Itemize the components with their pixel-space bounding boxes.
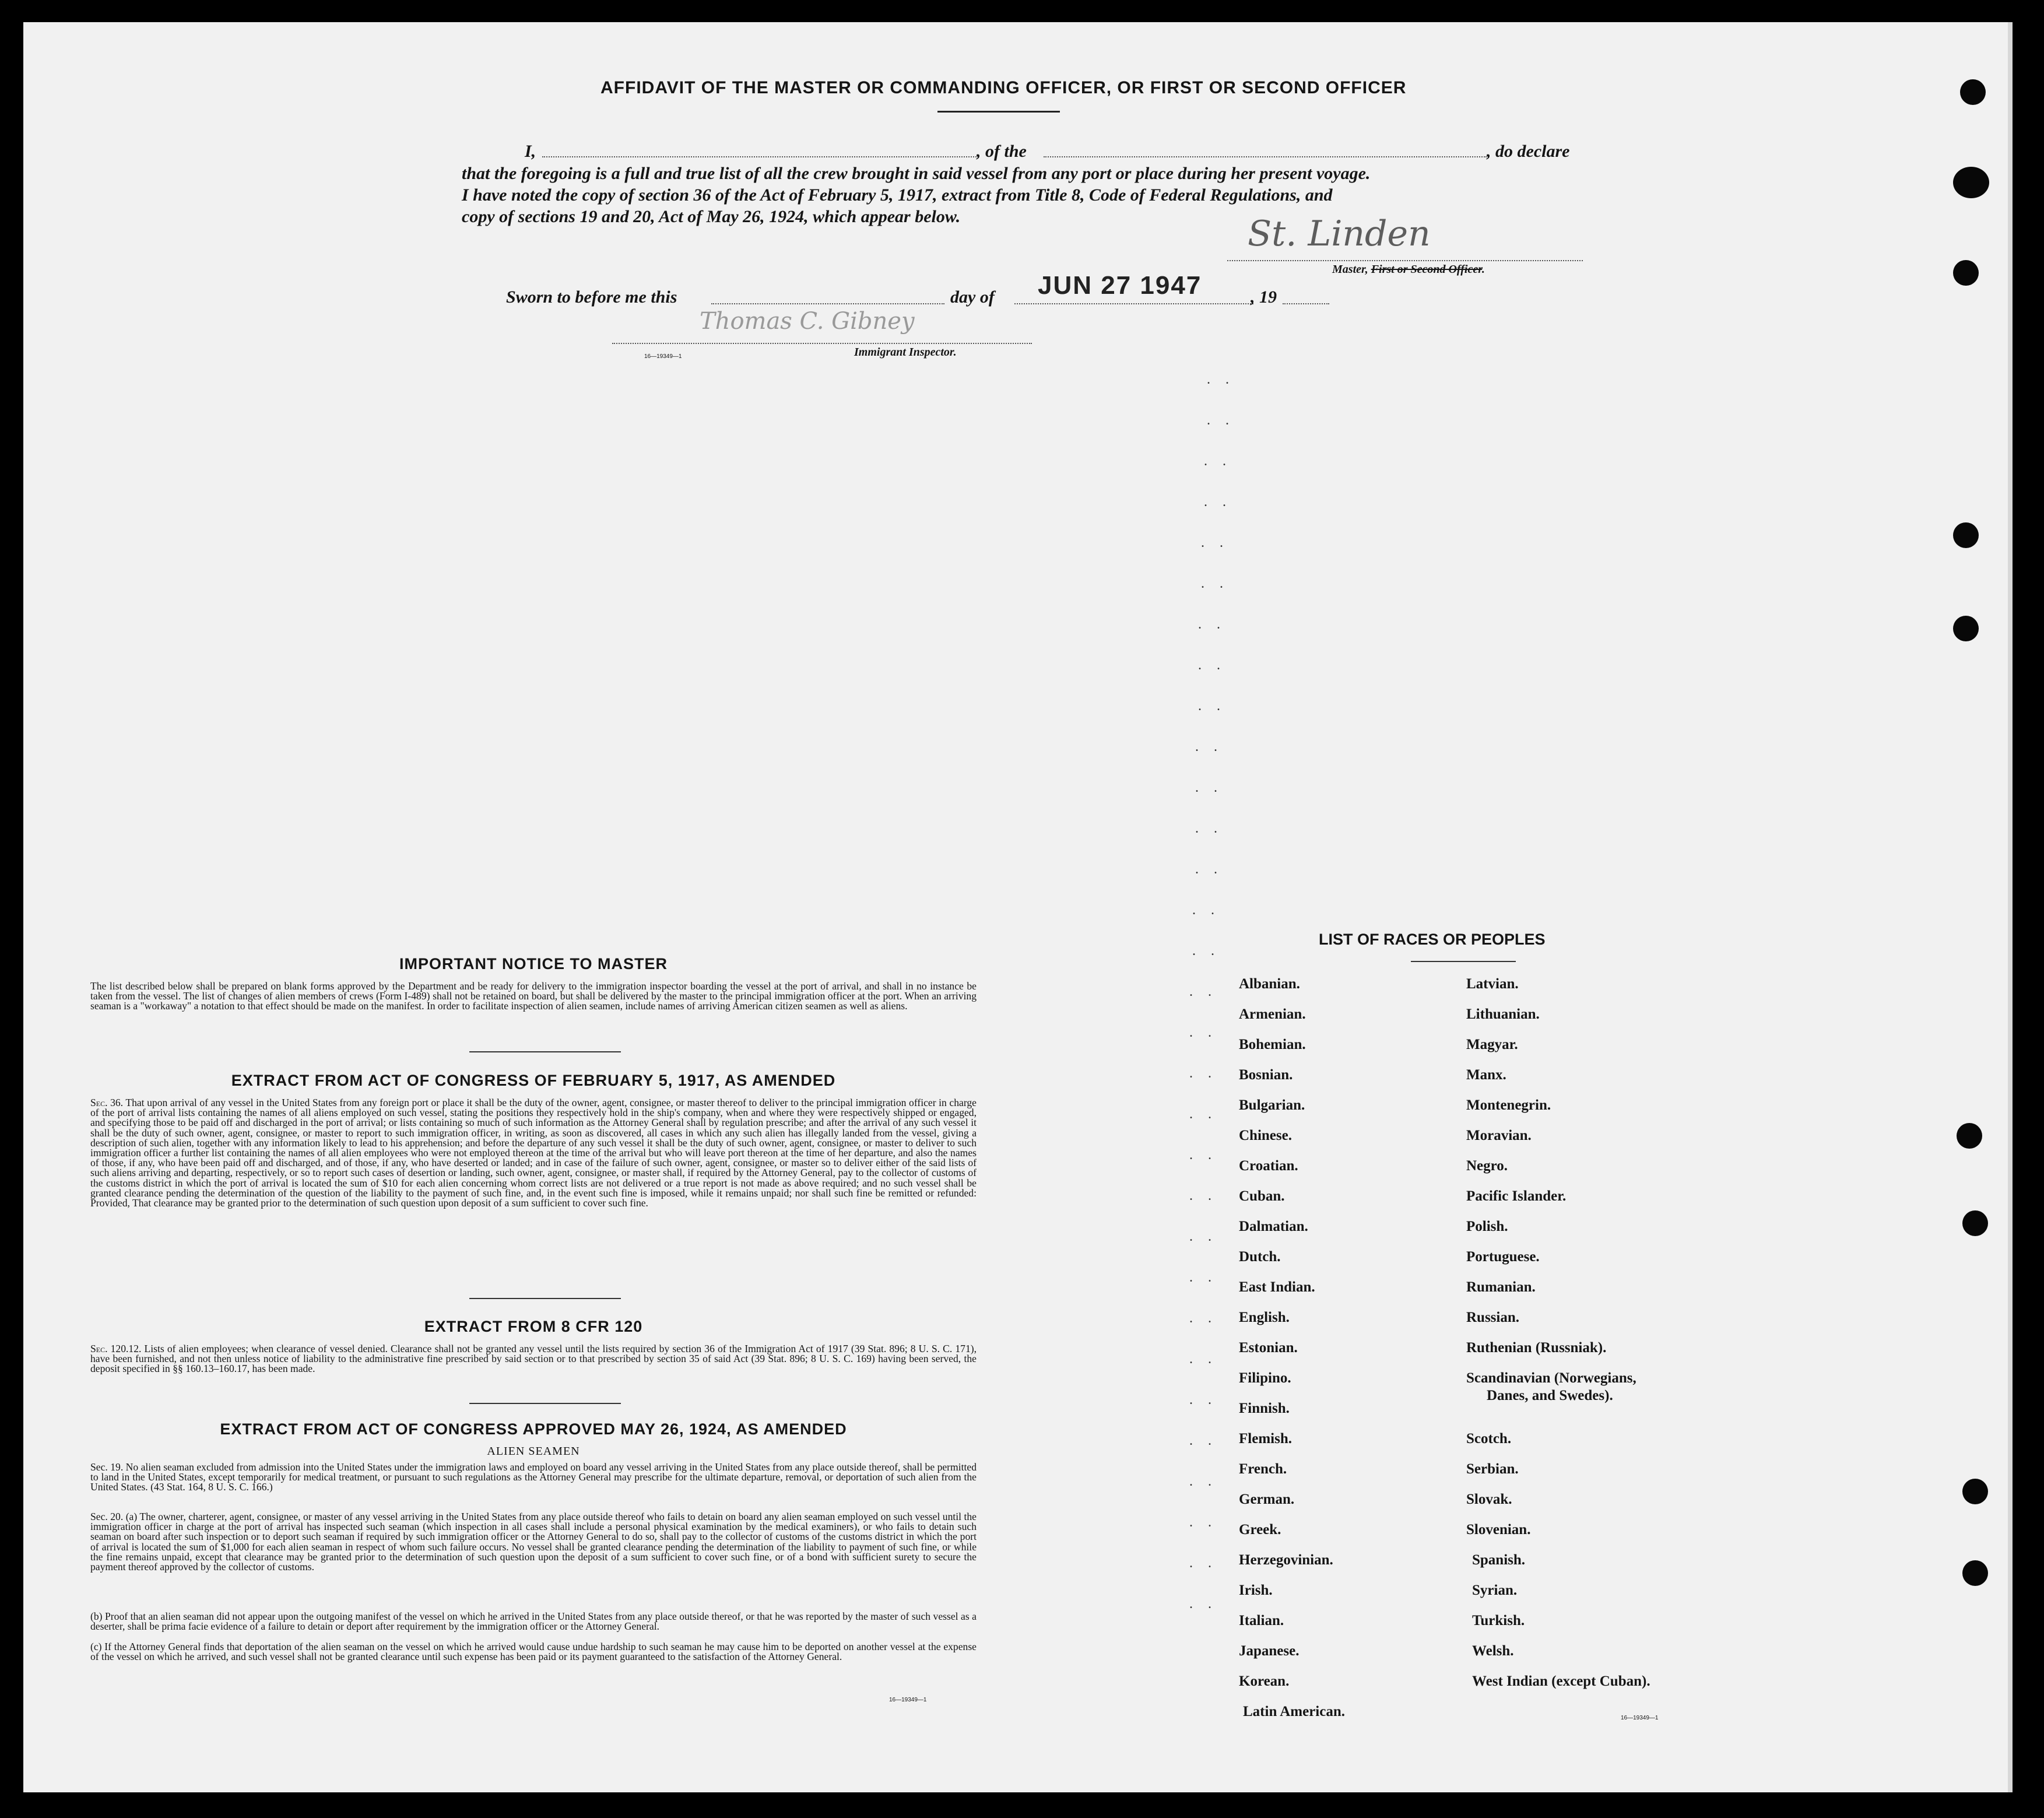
master-label-end: . <box>1481 263 1485 276</box>
master-label <box>1332 263 1485 276</box>
race-left-item: Dalmatian. <box>1239 1219 1308 1234</box>
struck-officer-text: First or Second Officer <box>1371 263 1482 276</box>
race-right-item: Rumanian. <box>1466 1279 1536 1295</box>
race-right-item: Welsh. <box>1472 1643 1514 1659</box>
tick-mark: . . <box>1189 1311 1217 1326</box>
tick-mark: . . <box>1189 1229 1217 1244</box>
race-right-item: Danes, and Swedes). <box>1487 1388 1613 1403</box>
punch-hole <box>1960 79 1986 105</box>
of-the-label: , of the <box>977 142 1027 161</box>
extract-1917-sec: Sec. 36. <box>90 1097 124 1108</box>
extract-8cfr-sec: Sec. 120.12. <box>90 1343 142 1354</box>
year-blank <box>1283 303 1329 304</box>
year-prefix: , 19 <box>1251 287 1277 307</box>
race-left-item: East Indian. <box>1239 1279 1315 1295</box>
race-right-item: Spanish. <box>1472 1552 1526 1568</box>
race-left-item: Japanese. <box>1239 1643 1300 1659</box>
race-left-item: Chinese. <box>1239 1128 1292 1143</box>
tick-mark: . . <box>1189 1188 1217 1203</box>
punch-hole <box>1962 1210 1988 1236</box>
name-blank <box>542 156 977 157</box>
tick-mark: . . <box>1189 1515 1217 1530</box>
form-number-bottom-left: 16—19349—1 <box>889 1697 927 1703</box>
tick-mark: . . <box>1189 1352 1217 1367</box>
date-stamp: JUN 27 1947 <box>1038 271 1202 300</box>
tick-mark: . . <box>1198 699 1226 714</box>
tick-mark: . . <box>1201 576 1229 591</box>
inspector-signature: Thomas C. Gibney <box>700 308 915 335</box>
tick-mark: . . <box>1189 1107 1217 1122</box>
extract-1924-title: EXTRACT FROM ACT OF CONGRESS APPROVED MAY 26, 1924, AS AMENDED <box>220 1420 847 1438</box>
race-left-item: Irish. <box>1239 1582 1273 1598</box>
tick-mark: . . <box>1189 1596 1217 1612</box>
race-right-item: Latvian. <box>1466 976 1519 992</box>
race-right-item: Scandinavian (Norwegians, <box>1466 1370 1636 1386</box>
punch-hole <box>1962 1479 1988 1504</box>
tick-mark: . . <box>1189 1147 1217 1163</box>
race-right-item: Slovak. <box>1466 1491 1512 1507</box>
tick-mark: . . <box>1204 494 1232 510</box>
race-left-item: Dutch. <box>1239 1249 1281 1265</box>
race-right-item: Pacific Islander. <box>1466 1188 1567 1204</box>
tick-mark: . . <box>1207 413 1235 428</box>
sworn-label: Sworn to before me this <box>506 287 677 307</box>
tick-mark: . . <box>1195 739 1223 754</box>
race-left-item: Bulgarian. <box>1239 1097 1305 1113</box>
sec-19-text: Sec. 19. No alien seaman excluded from admission into the United States under the immigration laws and employed on board any vessel arriving in the United States from any place outside thereof, shall be permitted to land in the United States, except temporarily for medical treatment, or pursuant to such regulations as the Attorney General may prescribe for the ultimate departure, removal, or deportation of such alien from the United States. (43 Stat. 164, 8 U. S. C. 166.) <box>90 1461 977 1493</box>
title-divider <box>937 111 1060 113</box>
punch-hole <box>1953 616 1979 641</box>
tick-mark: . . <box>1189 1556 1217 1571</box>
extract-1917-body: That upon arrival of any vessel in the United States from any foreign port or place it shall be the duty of the owner, agent, consignee, or master thereof to deliver to the principal immigration officer in charge of the port of arrival lists containing the names of all aliens employed on such vessel, stating the positions they respectively hold in the ship's company, when and where they were respectively shipped or engaged, and specifying those to be paid off and discharged in the port of arrival; or lists containing so much of such information as the Attorney General shall by regulation prescribe; and after the arrival of any such vessel it shall be the duty of such owner, agent, consignee, or master to report to such immigration officer, in writing, as soon as discovered, all cases in which any such alien has illegally landed from the vessel, giving a description of such alien, together with any information likely to lead to his apprehension; and before the departure of any such vessel it shall be the duty of such owner, agent, consignee, or master to deliver to such immigration officer a further list containing the names of all alien employees who were not employed thereon at the time of the arrival but who will leave port thereon at the time of her departure, and also the names of those, if any, who have been paid off and discharged, and of those, if any, who have deserted or landed; and in case of the failure of such owner, agent, consignee, or master so to deliver either of the said lists of such aliens arriving and departing, respectively, or so to report such cases of desertion or landing, such owner, agent, consignee, or master shall, if required by the Attorney General, pay to the collector of customs of the customs district in which the port of arrival is located the sum of $10 for each alien concerning whom correct lists are not delivered or a true report is not made as above required; and no such vessel shall be granted clearance pending the determination of the question of the liability to the payment of such fine, and, in the event such fine is imposed, while it remains unpaid; nor shall such fine be remitted or refunded: Provided, That clearance may be granted prior to the determination of such question upon deposit of a sum sufficient to cover such fine. <box>90 1097 977 1209</box>
race-left-item: Korean. <box>1239 1673 1290 1689</box>
tick-mark: . . <box>1189 1066 1217 1081</box>
tick-mark: . . <box>1192 943 1220 959</box>
tick-mark: . . <box>1195 780 1223 795</box>
extract-1917-title: EXTRACT FROM ACT OF CONGRESS OF FEBRUARY 5, 1917, AS AMENDED <box>231 1072 836 1089</box>
declaration-line-4: copy of sections 19 and 20, Act of May 26, 1924, which appear below. <box>462 207 961 226</box>
race-left-item: Flemish. <box>1239 1431 1292 1447</box>
race-left-item: German. <box>1239 1491 1295 1507</box>
race-right-item: Ruthenian (Russniak). <box>1466 1340 1607 1356</box>
tick-mark: . . <box>1198 658 1226 673</box>
punch-hole <box>1953 522 1979 548</box>
tick-mark: . . <box>1189 1025 1217 1040</box>
race-right-item: Montenegrin. <box>1466 1097 1551 1113</box>
race-right-item: Manx. <box>1466 1067 1506 1083</box>
race-right-item: Russian. <box>1466 1310 1520 1325</box>
race-left-item: Estonian. <box>1239 1340 1298 1356</box>
form-number-bottom-right: 16—19349—1 <box>1621 1715 1659 1721</box>
extract-8cfr-text <box>90 1344 977 1374</box>
section-divider <box>469 1051 621 1052</box>
day-blank <box>711 303 944 304</box>
tick-mark: . . <box>1198 617 1226 632</box>
race-left-item: Filipino. <box>1239 1370 1291 1386</box>
race-right-item: West Indian (except Cuban). <box>1472 1673 1650 1689</box>
manifest-page <box>23 22 2013 1792</box>
tick-mark: . . <box>1192 903 1220 918</box>
race-right-item: Turkish. <box>1472 1613 1525 1629</box>
tick-mark: . . <box>1189 1433 1217 1448</box>
race-left-item: Bohemian. <box>1239 1037 1306 1052</box>
extract-8cfr-body: Lists of alien employees; when clearance of vessel denied. Clearance shall not be granted any vessel until the lists required by section 36 of the Immigration Act of 1917 (39 Stat. 896; 8 U. S. C. 171), have been furnished, and not then unless notice of liability to the administrative fine prescribed by said section or to that prescribed by section 35 of said Act (39 Stat. 896; 8 U. S. C. 169) having been served, the deposit specified in §§ 160.13–160.17, has been made. <box>90 1343 977 1375</box>
race-left-item: Finnish. <box>1239 1401 1290 1416</box>
tick-mark: . . <box>1195 821 1223 836</box>
section-divider <box>469 1298 621 1299</box>
race-right-item: Magyar. <box>1466 1037 1518 1052</box>
tick-mark: . . <box>1195 862 1223 877</box>
race-left-item: French. <box>1239 1461 1287 1477</box>
punch-hole <box>1953 260 1979 286</box>
master-label-text: Master, <box>1332 263 1368 276</box>
extract-1917-text <box>90 1098 977 1208</box>
declaration-i-label: I, <box>525 142 536 161</box>
races-divider <box>1411 961 1516 962</box>
form-number-top: 16—19349—1 <box>644 353 682 360</box>
tick-mark: . . <box>1189 1392 1217 1408</box>
notice-title: IMPORTANT NOTICE TO MASTER <box>399 955 668 973</box>
do-declare-label: , do declare <box>1487 142 1570 161</box>
race-right-item: Moravian. <box>1466 1128 1532 1143</box>
month-blank <box>1014 303 1253 304</box>
race-left-item: Croatian. <box>1239 1158 1298 1174</box>
notice-text: The list described below shall be prepared on blank forms approved by the Department and be ready for delivery to the immigration inspector boarding the vessel at the port of arrival, and shall in no instance be taken from the vessel. The list of changes of alien members of crews (Form I-489) shall not be retained on board, but shall be delivered by the master to the principal immigration officer at the port. When an arriving seaman is a "workaway" a notation to that effect should be made on the manifest. In order to facilitate inspection of alien seamen, include names of arriving American citizen seamen as well as aliens. <box>90 980 977 1012</box>
tick-mark: . . <box>1204 454 1232 469</box>
race-left-item: Bosnian. <box>1239 1067 1293 1083</box>
race-left-item: English. <box>1239 1310 1290 1325</box>
race-left-item: Latin American. <box>1243 1704 1345 1719</box>
race-left-item: Greek. <box>1239 1522 1281 1538</box>
extract-8cfr-title: EXTRACT FROM 8 CFR 120 <box>424 1318 643 1335</box>
races-title: LIST OF RACES OR PEOPLES <box>1319 931 1546 948</box>
sec-20c-text: (c) If the Attorney General finds that deportation of the alien seaman on the vessel on which he arrived would cause undue hardship to such seaman he may cause him to be deported on another vessel at the expense of the vessel on which he arrived, and such vessel shall not be granted clearance until such expense has been paid or its payment guaranteed to the satisfaction of the Attorney General. <box>90 1641 977 1663</box>
inspector-label: Immigrant Inspector. <box>854 346 957 359</box>
race-left-item: Albanian. <box>1239 976 1300 992</box>
race-left-item: Italian. <box>1239 1613 1284 1629</box>
race-right-item: Polish. <box>1466 1219 1508 1234</box>
tick-mark: . . <box>1189 1270 1217 1285</box>
race-right-item: Lithuanian. <box>1466 1006 1540 1022</box>
section-divider <box>469 1403 621 1404</box>
alien-seamen-subtitle: ALIEN SEAMEN <box>487 1445 580 1458</box>
race-left-item: Herzegovinian. <box>1239 1552 1333 1568</box>
race-right-item: Negro. <box>1466 1158 1508 1174</box>
master-signature: St. Linden <box>1248 213 1431 254</box>
tick-mark: . . <box>1189 1474 1217 1489</box>
race-right-item: Syrian. <box>1472 1582 1518 1598</box>
race-right-item: Slovenian. <box>1466 1522 1531 1538</box>
race-left-item: Cuban. <box>1239 1188 1285 1204</box>
master-signature-line <box>1227 260 1583 261</box>
tick-mark: . . <box>1201 535 1229 550</box>
punch-hole <box>1953 167 1989 198</box>
inspector-signature-line <box>612 343 1032 344</box>
declaration-line-2: that the foregoing is a full and true list of all the crew brought in said vessel from any port or place during her present voyage. <box>462 164 1371 183</box>
sec-20b-text: (b) Proof that an alien seaman did not appear upon the outgoing manifest of the vessel on which he arrived in the United States from any place outside thereof, or that he was reported by the master of such vessel as a deserter, shall be prima facie evidence of a failure to detain or deport after requirement by the immigration officer or the Attorney General. <box>90 1610 977 1633</box>
day-of-label: day of <box>950 287 995 307</box>
sec-20a-text: Sec. 20. (a) The owner, charterer, agent, consignee, or master of any vessel arriving in the United States from any place outside thereof who fails to detain on board any alien seaman employed on such vessel until the immigration officer in charge at the port of arrival has inspected such seaman (which inspection in all cases shall include a personal physical examination by the medical examiners), or who fails to detain such seaman on board after such inspection or to deport such seaman if required by such immigration officer or the Attorney General to do so, shall pay to the collector of customs of the customs district in which the port of arrival is located the sum of $1,000 for each alien seaman in respect of whom such failure occurs. No vessel shall be granted clearance pending the determination of the liability to payment of such fine, or while the fine remains unpaid, except that clearance may be granted prior to the determination of such question upon the deposit of a sum sufficient to cover such fine, or of a bond with sufficient surety to secure the payment thereof approved by the collector of customs. <box>90 1511 977 1573</box>
race-right-item: Scotch. <box>1466 1431 1512 1447</box>
race-right-item: Portuguese. <box>1466 1249 1540 1265</box>
race-right-item: Serbian. <box>1466 1461 1519 1477</box>
tick-mark: . . <box>1207 372 1235 387</box>
punch-hole <box>1962 1560 1988 1586</box>
tick-mark: . . <box>1189 984 1217 999</box>
affidavit-title: AFFIDAVIT OF THE MASTER OR COMMANDING OFFICER, OR FIRST OR SECOND OFFICER <box>600 78 1407 97</box>
race-left-item: Armenian. <box>1239 1006 1306 1022</box>
punch-hole <box>1957 1123 1982 1149</box>
vessel-blank <box>1044 156 1487 157</box>
declaration-line-3: I have noted the copy of section 36 of the Act of February 5, 1917, extract from Title 8, Code of Federal Regulations, and <box>462 185 1333 205</box>
